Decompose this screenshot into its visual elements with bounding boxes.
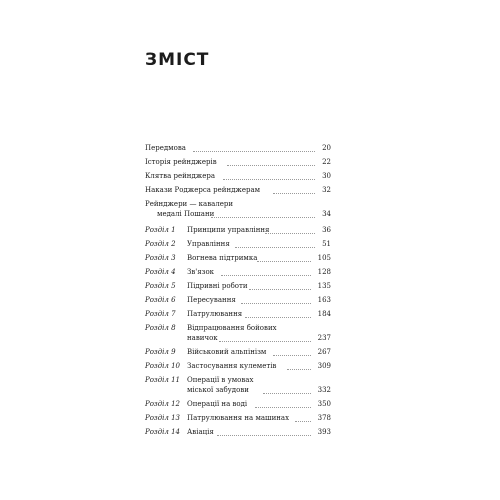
entry-title-line1: Рейнджери — кавалери — [145, 200, 234, 208]
chapter-title: Підривні роботи — [187, 282, 248, 290]
dot-leader — [193, 151, 315, 152]
dot-leader — [241, 303, 311, 304]
dot-leader — [223, 179, 315, 180]
dot-leader — [227, 165, 315, 166]
toc-chapter-11[interactable] — [145, 376, 331, 396]
chapter-title: Вогнева підтримка — [187, 254, 258, 262]
dot-leader — [235, 247, 315, 248]
dot-leader — [217, 435, 311, 436]
chapter-label: Розділ 6 — [145, 296, 176, 304]
chapter-label: Розділ 12 — [145, 400, 181, 408]
chapter-label: Розділ 5 — [145, 282, 176, 290]
chapter-title-line1: Відпрацювання бойових — [187, 324, 277, 332]
entry-page: 20 — [322, 144, 331, 152]
chapter-label: Розділ 9 — [145, 348, 176, 356]
chapter-label: Розділ 2 — [145, 240, 176, 248]
chapter-title: Застосування кулеметів — [187, 362, 277, 370]
chapter-title-line2: міської забудови — [187, 386, 249, 394]
chapter-page: 128 — [317, 268, 331, 276]
chapter-page: 51 — [322, 240, 331, 248]
chapter-title: Пересування — [187, 296, 236, 304]
entry-title: Передмова — [145, 144, 186, 152]
chapter-label: Розділ 13 — [145, 414, 181, 422]
chapter-title: Військовий альпінізм — [187, 348, 267, 356]
chapter-title: Зв'язок — [187, 268, 215, 276]
chapter-page: 393 — [317, 428, 331, 436]
dot-leader — [265, 233, 315, 234]
chapter-page: 332 — [317, 386, 331, 394]
chapter-title: Авіація — [187, 428, 214, 436]
entry-page: 22 — [322, 158, 331, 166]
toc-chapter-8[interactable] — [145, 324, 331, 344]
dot-leader — [245, 317, 311, 318]
chapter-page: 237 — [317, 334, 331, 342]
chapter-title-line2: навичок — [187, 334, 218, 342]
entry-page: 32 — [322, 186, 331, 194]
chapter-label: Розділ 4 — [145, 268, 176, 276]
chapter-title: Операції на воді — [187, 400, 248, 408]
chapter-page: 105 — [317, 254, 331, 262]
chapter-label: Розділ 1 — [145, 226, 176, 234]
dot-leader — [273, 193, 315, 194]
entry-page: 30 — [322, 172, 331, 180]
chapter-label: Розділ 11 — [145, 376, 181, 384]
chapter-label: Розділ 3 — [145, 254, 176, 262]
chapter-page: 350 — [317, 400, 331, 408]
entry-title-line2: медалі Пошани — [157, 210, 215, 218]
chapter-page: 184 — [317, 310, 331, 318]
page-title: ЗМІСТ — [145, 50, 210, 70]
dot-leader — [219, 341, 311, 342]
chapter-title: Патрулювання на машинах — [187, 414, 290, 422]
dot-leader — [263, 393, 311, 394]
dot-leader — [249, 289, 311, 290]
chapter-page: 36 — [322, 226, 331, 234]
chapter-title: Принципи управління — [187, 226, 270, 234]
entry-page: 34 — [322, 210, 331, 218]
chapter-page: 309 — [317, 362, 331, 370]
toc-entry-medal[interactable] — [145, 200, 331, 220]
chapter-page: 378 — [317, 414, 331, 422]
chapter-page: 267 — [317, 348, 331, 356]
dot-leader — [273, 355, 311, 356]
dot-leader — [211, 217, 315, 218]
dot-leader — [255, 407, 311, 408]
dot-leader — [295, 421, 311, 422]
chapter-label: Розділ 10 — [145, 362, 181, 370]
chapter-title: Патрулювання — [187, 310, 243, 318]
dot-leader — [287, 369, 311, 370]
dot-leader — [221, 275, 311, 276]
dot-leader — [257, 261, 311, 262]
chapter-page: 135 — [317, 282, 331, 290]
chapter-label: Розділ 8 — [145, 324, 176, 332]
chapter-label: Розділ 14 — [145, 428, 181, 436]
entry-title: Клятва рейнджера — [145, 172, 215, 180]
chapter-title-line1: Операції в умовах — [187, 376, 254, 384]
chapter-title: Управління — [187, 240, 230, 248]
entry-title: Накази Роджерса рейнджерам — [145, 186, 261, 194]
entry-title: Історія рейнджерів — [145, 158, 217, 166]
chapter-page: 163 — [317, 296, 331, 304]
chapter-label: Розділ 7 — [145, 310, 176, 318]
